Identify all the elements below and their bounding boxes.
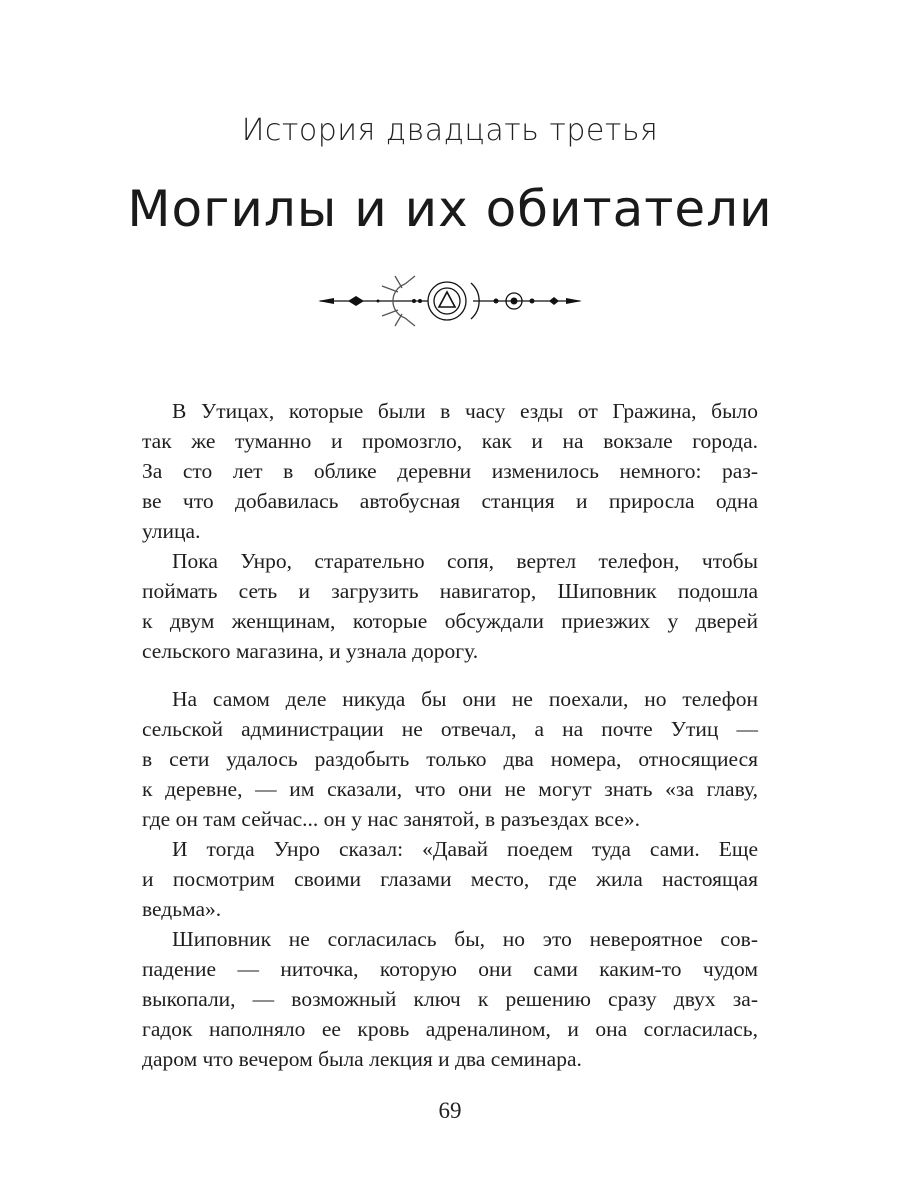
text-line: так же туманно и промозгло, как и на вокзале города. [142,429,758,453]
chapter-body-text [142,396,758,1074]
text-line: сельской администрации не отвечал, а на почте Утиц — [142,717,758,741]
page-number: 69 [438,1098,462,1123]
text-line: ведьма». [142,897,222,921]
text-line: Пока Унро, старательно сопя, вертел телефон, чтобы [172,549,758,573]
text-line: И тогда Унро сказал: «Давай поедем туда сами. Еще [172,837,758,861]
text-line: ве что добавилась автобусная станция и приросла одна [142,489,758,513]
chapter-kicker: История двадцать третья [241,113,659,148]
text-line: в сети удалось раздобыть только два номера, относящиеся [142,747,758,771]
paragraph [142,396,758,546]
section-break [142,666,758,684]
text-line: За сто лет в облике деревни изменилось немного: раз- [142,459,758,483]
decorative-divider-ornament-icon [310,270,590,332]
paragraph [142,684,758,834]
text-line: к деревне, — им сказали, что они не могут знать «за главу, [142,777,758,801]
text-line: и посмотрим своими глазами место, где жила настоящая [142,867,758,891]
text-line: сельского магазина, и узнала дорогу. [142,639,479,663]
text-line: даром что вечером была лекция и два семинара. [142,1047,582,1071]
text-line: Шиповник не согласилась бы, но это невероятное сов- [172,927,758,951]
text-line: улица. [142,519,201,543]
text-line: к двум женщинам, которые обсуждали приезжих у дверей [142,609,758,633]
paragraph [142,924,758,1074]
paragraph [142,546,758,666]
text-line: где он там сейчас... он у нас занятой, в разъездах все». [142,807,641,831]
chapter-title: Могилы и их обитатели [127,180,773,238]
text-line: В Утицах, которые были в часу езды от Гражина, было [172,399,758,423]
text-line: поймать сеть и загрузить навигатор, Шиповник подошла [142,579,758,603]
paragraph [142,834,758,924]
text-line: гадок наполняло ее кровь адреналином, и она согласилась, [142,1017,758,1041]
text-line: выкопали, — возможный ключ к решению сразу двух за- [142,987,758,1011]
text-line: На самом деле никуда бы они не поехали, но телефон [172,687,758,711]
text-line: падение — ниточка, которую они сами каким-то чудом [142,957,758,981]
